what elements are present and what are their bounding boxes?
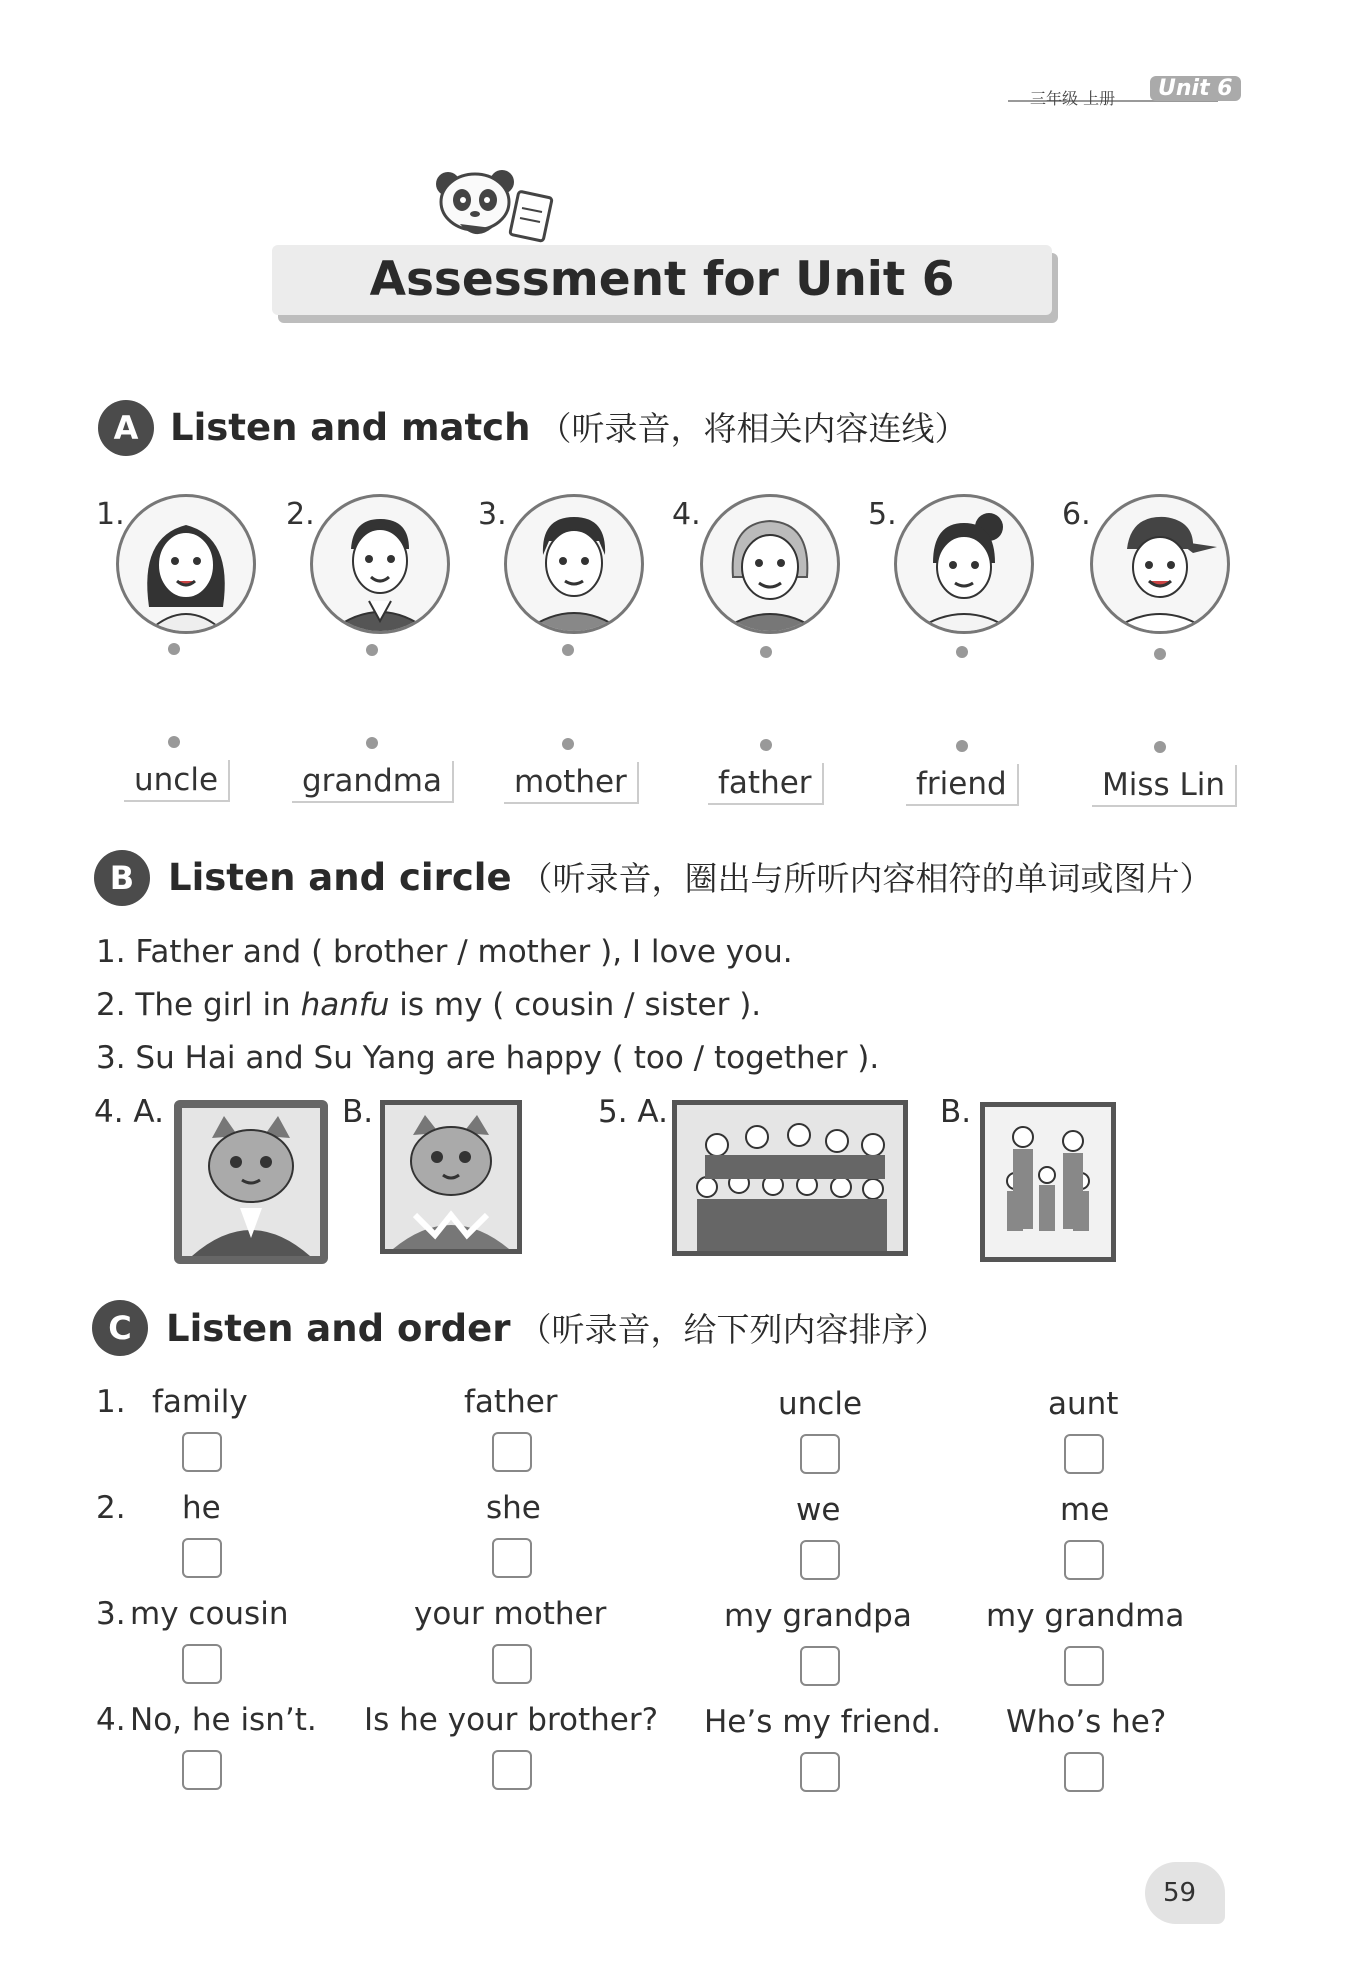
grandma-face-icon xyxy=(700,494,840,634)
order-word: my grandma xyxy=(986,1598,1185,1634)
item-number: 3. xyxy=(478,497,507,532)
order-word: my cousin xyxy=(130,1596,289,1632)
item-number: 5. xyxy=(868,497,897,532)
order-answer-box[interactable] xyxy=(1064,1434,1104,1474)
match-dot[interactable] xyxy=(562,644,574,656)
q5a-label: 5. A. xyxy=(598,1094,668,1130)
match-dot[interactable] xyxy=(1154,648,1166,660)
section-b-badge: B xyxy=(94,850,150,906)
item-number: 1. xyxy=(96,497,125,532)
order-word: aunt xyxy=(1048,1386,1119,1422)
match-dot[interactable] xyxy=(760,739,772,751)
match-dot[interactable] xyxy=(760,646,772,658)
order-answer-box[interactable] xyxy=(1064,1540,1104,1580)
circle-item-2 xyxy=(96,987,761,1023)
match-dot[interactable] xyxy=(956,646,968,658)
section-c-title-en: Listen and order xyxy=(166,1307,511,1350)
order-answer-box[interactable] xyxy=(182,1538,222,1578)
match-word-miss-lin: Miss Lin xyxy=(1092,765,1237,807)
order-answer-box[interactable] xyxy=(1064,1752,1104,1792)
page-title: Assessment for Unit 6 xyxy=(369,252,955,307)
order-answer-box[interactable] xyxy=(182,1644,222,1684)
order-answer-box[interactable] xyxy=(182,1750,222,1790)
order-answer-box[interactable] xyxy=(492,1432,532,1472)
order-word: He’s my friend. xyxy=(704,1704,942,1740)
section-a-title-en: Listen and match xyxy=(170,406,531,449)
order-word: Is he your brother? xyxy=(364,1702,659,1738)
woman-face-icon xyxy=(116,494,256,634)
match-word-mother: mother xyxy=(504,762,639,804)
section-a-title xyxy=(170,403,967,450)
match-dot[interactable] xyxy=(168,643,180,655)
order-word: father xyxy=(464,1384,558,1420)
boy-cap-face-icon xyxy=(1090,494,1230,634)
small-family-photo-b-image[interactable] xyxy=(980,1102,1116,1262)
tiger-portrait-a-image[interactable] xyxy=(174,1100,328,1264)
order-answer-box[interactable] xyxy=(800,1540,840,1580)
order-word: me xyxy=(1060,1492,1110,1528)
item-number: 2. xyxy=(286,497,315,532)
section-c-title xyxy=(166,1304,947,1351)
order-row-number: 4. xyxy=(96,1702,126,1738)
match-dot[interactable] xyxy=(168,736,180,748)
page-number: 59 xyxy=(1163,1878,1197,1908)
order-answer-box[interactable] xyxy=(1064,1646,1104,1686)
order-word: family xyxy=(152,1384,248,1420)
q4b-label: B. xyxy=(342,1094,374,1130)
unit-tag: Unit 6 xyxy=(1150,76,1241,101)
grade-label: 三年级 上册 xyxy=(1030,89,1116,108)
teacher-face-icon xyxy=(894,494,1034,634)
order-word: uncle xyxy=(778,1386,863,1422)
order-answer-box[interactable] xyxy=(492,1538,532,1578)
order-answer-box[interactable] xyxy=(800,1434,840,1474)
match-word-father: father xyxy=(708,763,824,805)
circle-item-text: is my ( cousin / sister ). xyxy=(389,987,762,1023)
order-word: No, he isn’t. xyxy=(130,1702,317,1738)
man-sweater-face-icon xyxy=(310,494,450,634)
order-word: my grandpa xyxy=(724,1598,912,1634)
section-b-title-cn: （听录音，圈出与所听内容相符的单词或图片） xyxy=(519,859,1213,898)
match-dot[interactable] xyxy=(366,737,378,749)
order-answer-box[interactable] xyxy=(492,1750,532,1790)
order-word: we xyxy=(796,1492,841,1528)
item-number: 4. xyxy=(672,497,701,532)
match-dot[interactable] xyxy=(562,738,574,750)
section-c-title-cn: （听录音，给下列内容排序） xyxy=(518,1310,948,1349)
circle-item-text: 3. Su Hai and Su Yang are happy ( too / together ). xyxy=(96,1040,880,1076)
match-word-grandma: grandma xyxy=(292,761,454,803)
item-number: 6. xyxy=(1062,497,1091,532)
order-word: your mother xyxy=(414,1596,607,1632)
order-answer-box[interactable] xyxy=(800,1646,840,1686)
order-answer-box[interactable] xyxy=(182,1432,222,1472)
panda-mascot-icon xyxy=(430,162,560,252)
circle-item-1 xyxy=(96,934,793,970)
q4a-label: 4. A. xyxy=(94,1094,164,1130)
circle-item-3 xyxy=(96,1040,879,1076)
section-b-title-en: Listen and circle xyxy=(168,856,512,899)
order-row-number: 1. xyxy=(96,1384,126,1420)
order-row-number: 2. xyxy=(96,1490,126,1526)
section-a-title-cn: （听录音，将相关内容连线） xyxy=(538,409,968,448)
q5b-label: B. xyxy=(940,1094,972,1130)
circle-item-text: 1. Father and ( brother / mother ), I love you. xyxy=(96,934,793,970)
tiger-portrait-b-image[interactable] xyxy=(380,1100,522,1254)
match-dot[interactable] xyxy=(1154,741,1166,753)
section-b-title xyxy=(168,853,1213,900)
match-dot[interactable] xyxy=(956,740,968,752)
circle-item-italic: hanfu xyxy=(300,987,390,1023)
match-dot[interactable] xyxy=(366,644,378,656)
match-word-friend: friend xyxy=(906,764,1019,806)
big-family-photo-a-image[interactable] xyxy=(672,1100,908,1256)
order-row-number: 3. xyxy=(96,1596,126,1632)
section-a-badge: A xyxy=(98,400,154,456)
match-word-uncle: uncle xyxy=(124,760,230,802)
circle-item-text: 2. The girl in xyxy=(96,987,301,1023)
order-word: Who’s he? xyxy=(1006,1704,1167,1740)
section-c-badge: C xyxy=(92,1300,148,1356)
order-word: she xyxy=(486,1490,541,1526)
man-face-icon xyxy=(504,494,644,634)
order-answer-box[interactable] xyxy=(800,1752,840,1792)
order-word: he xyxy=(182,1490,221,1526)
order-answer-box[interactable] xyxy=(492,1644,532,1684)
